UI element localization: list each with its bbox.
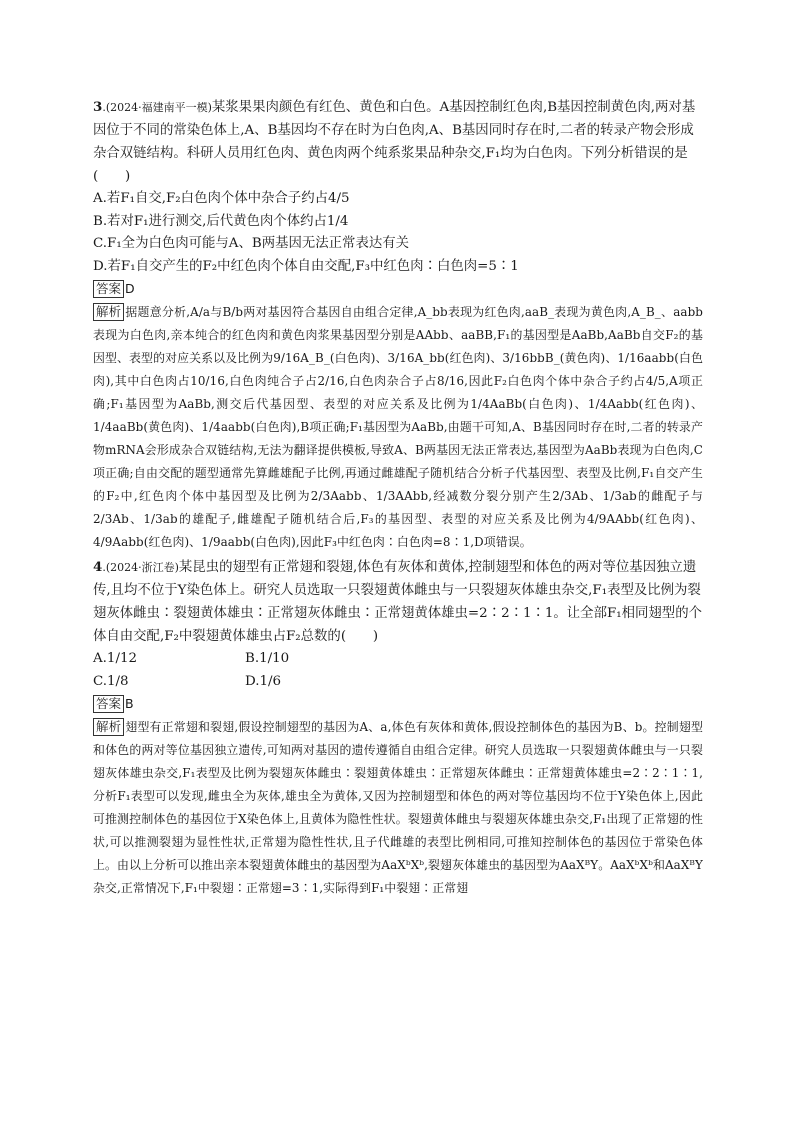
explanation-text: 翅型有正常翅和裂翅,假设控制翅型的基因为A、a,体色有灰体和黄体,假设控制体色的基因为B、b。控制翅型和体色的两对等位基因独立遗传,可知两对基因的遗传遵循自由组合定律。研究人员选取一只裂翅黄体雌虫与一只裂翅灰体雄虫杂交,F₁表型及比例为裂翅灰体雌虫∶裂翅黄体雄虫∶正常翅灰体雌虫∶正常翅黄体雄虫=2∶2∶1∶1,分析F₁表型可以发现,雌虫全为灰体,雄虫全为黄体,又因为控制翅型和体色的两对等位基因均不位于Y染色体上,因此可推测控制体色的基因位于X染色体上,且黄体为隐性性状。裂翅黄体雌虫与裂翅灰体雄虫杂交,F₁出现了正常翅的性状,可以推测裂翅为显性性状,正常翅为隐性性状,且子代雌雄的表型比例相同,可推知控制体色的基因位于常染色体上。由以上分析可以推出亲本裂翅黄体雌虫的基因型为AaXᵇXᵇ,裂翅灰体雄虫的基因型为AaXᴮY。AaXᵇXᵇ和AaXᴮY杂交,正常情况下,F₁中裂翅∶正常翅=3∶1,实际得到F₁中裂翅∶正常翅 xyxy=(93,720,703,895)
explanation xyxy=(93,716,703,900)
question-source: .(2024·浙江卷) xyxy=(102,561,179,574)
answer-tag: 答案 xyxy=(93,695,124,713)
explanation xyxy=(93,301,703,554)
option-d: D.若F₁自交产生的F₂中红色肉个体自由交配,F₃中红色肉∶白色肉=5∶1 xyxy=(93,258,519,274)
answer-value: B xyxy=(125,696,134,711)
explanation-text: 据题意分析,A/a与B/b两对基因符合基因自由组合定律,A_bb表现为红色肉,aaB_表现为黄色肉,A_B_、aabb表现为白色肉,亲本纯合的红色肉和黄色肉浆果基因型分别是AAbb、aaBB,F₁的基因型是AaBb,AaBb自交F₂的基因型、表型的对应关系以及比例为9/16A_B_(白色肉)、3/16A_bb(红色肉)、3/16bbB_(黄色肉)、1/16aabb(白色肉),其中白色肉占10/16,白色肉纯合子占2/16,白色肉杂合子占8/16,因此F₂白色肉个体中杂合子约占4/5,A项正确;F₁基因型为AaBb,测交后代基因型、表型的对应关系及比例为1/4AaBb(白色肉)、1/4Aabb(红色肉)、1/4aaBb(黄色肉)、1/4aabb(白色肉),B项正确;F₁基因型为AaBb,由题干可知,A、B基因同时存在时,二者的转录产物mRNA会形成杂合双链结构,无法为翻译提供模板,导致A、B两基因无法正常表达,基因型为AaBb表现为白色肉,C项正确;自由交配的题型通常先算雌雄配子比例,再通过雌雄配子随机结合分析子代基因型、表型及比例,F₁自交产生的F₂中,红色肉个体中基因型及比例为2/3Aabb、1/3AAbb,经减数分裂分别产生2/3Ab、1/3ab的雌配子与2/3Ab、1/3ab的雄配子,雌雄配子随机结合后,F₃的基因型、表型的对应关系及比例为4/9AAbb(红色肉)、4/9Aabb(红色肉)、1/9aabb(白色肉),因此F₃中红色肉∶白色肉=8∶1,D项错误。 xyxy=(93,305,703,549)
option-b: B.1/10 xyxy=(245,651,290,666)
option-a: A.若F₁自交,F₂白色肉个体中杂合子约占4/5 xyxy=(93,191,350,206)
question-number: 3 xyxy=(93,99,103,115)
explanation-tag: 解析 xyxy=(93,718,124,736)
options-row-2 xyxy=(93,671,703,694)
explanation-tag: 解析 xyxy=(93,303,124,321)
options-row-1 xyxy=(93,648,703,671)
question-text: 某浆果果肉颜色有红色、黄色和白色。A基因控制红色肉,B基因控制黄色肉,两对基因位于不同的常染色体上,A、B基因均不存在时为白色肉,A、B基因同时存在时,二者的转录产物会形成杂合双链结构。科研人员用红色肉、黄色肉两个纯系浆果品种杂交,F₁均为白色肉。下列分析错误的是( ) xyxy=(93,100,696,184)
option-c: C.F₁全为白色肉可能与A、B两基因无法正常表达有关 xyxy=(93,236,410,251)
option-c: C.1/8 xyxy=(93,673,129,689)
question-3 xyxy=(93,96,703,554)
answer-line xyxy=(93,278,703,301)
question-3-stem xyxy=(93,96,703,188)
answer-line xyxy=(93,693,703,716)
answer-value: D xyxy=(125,281,135,296)
option-b: B.若对F₁进行测交,后代黄色肉个体约占1/4 xyxy=(93,213,349,229)
question-text: 某昆虫的翅型有正常翅和裂翅,体色有灰体和黄体,控制翅型和体色的两对等位基因独立遗传,且均不位于Y染色体上。研究人员选取一只裂翅黄体雌虫与一只裂翅灰体雄虫杂交,F₁表型及比例为裂翅灰体雌虫∶裂翅黄体雄虫∶正常翅灰体雌虫∶正常翅黄体雄虫=2∶2∶1∶1。让全部F₁相同翅型的个体自由交配,F₂中裂翅黄体雄虫占F₂总数的( ) xyxy=(93,560,702,644)
question-4 xyxy=(93,556,703,900)
answer-tag: 答案 xyxy=(93,280,124,298)
question-4-stem xyxy=(93,556,703,648)
document-content xyxy=(93,96,703,900)
question-source: .(2024·福建南平一模) xyxy=(102,101,212,114)
option-a: A.1/12 xyxy=(93,651,137,666)
option-d: D.1/6 xyxy=(245,673,282,689)
question-number: 4 xyxy=(93,559,103,575)
